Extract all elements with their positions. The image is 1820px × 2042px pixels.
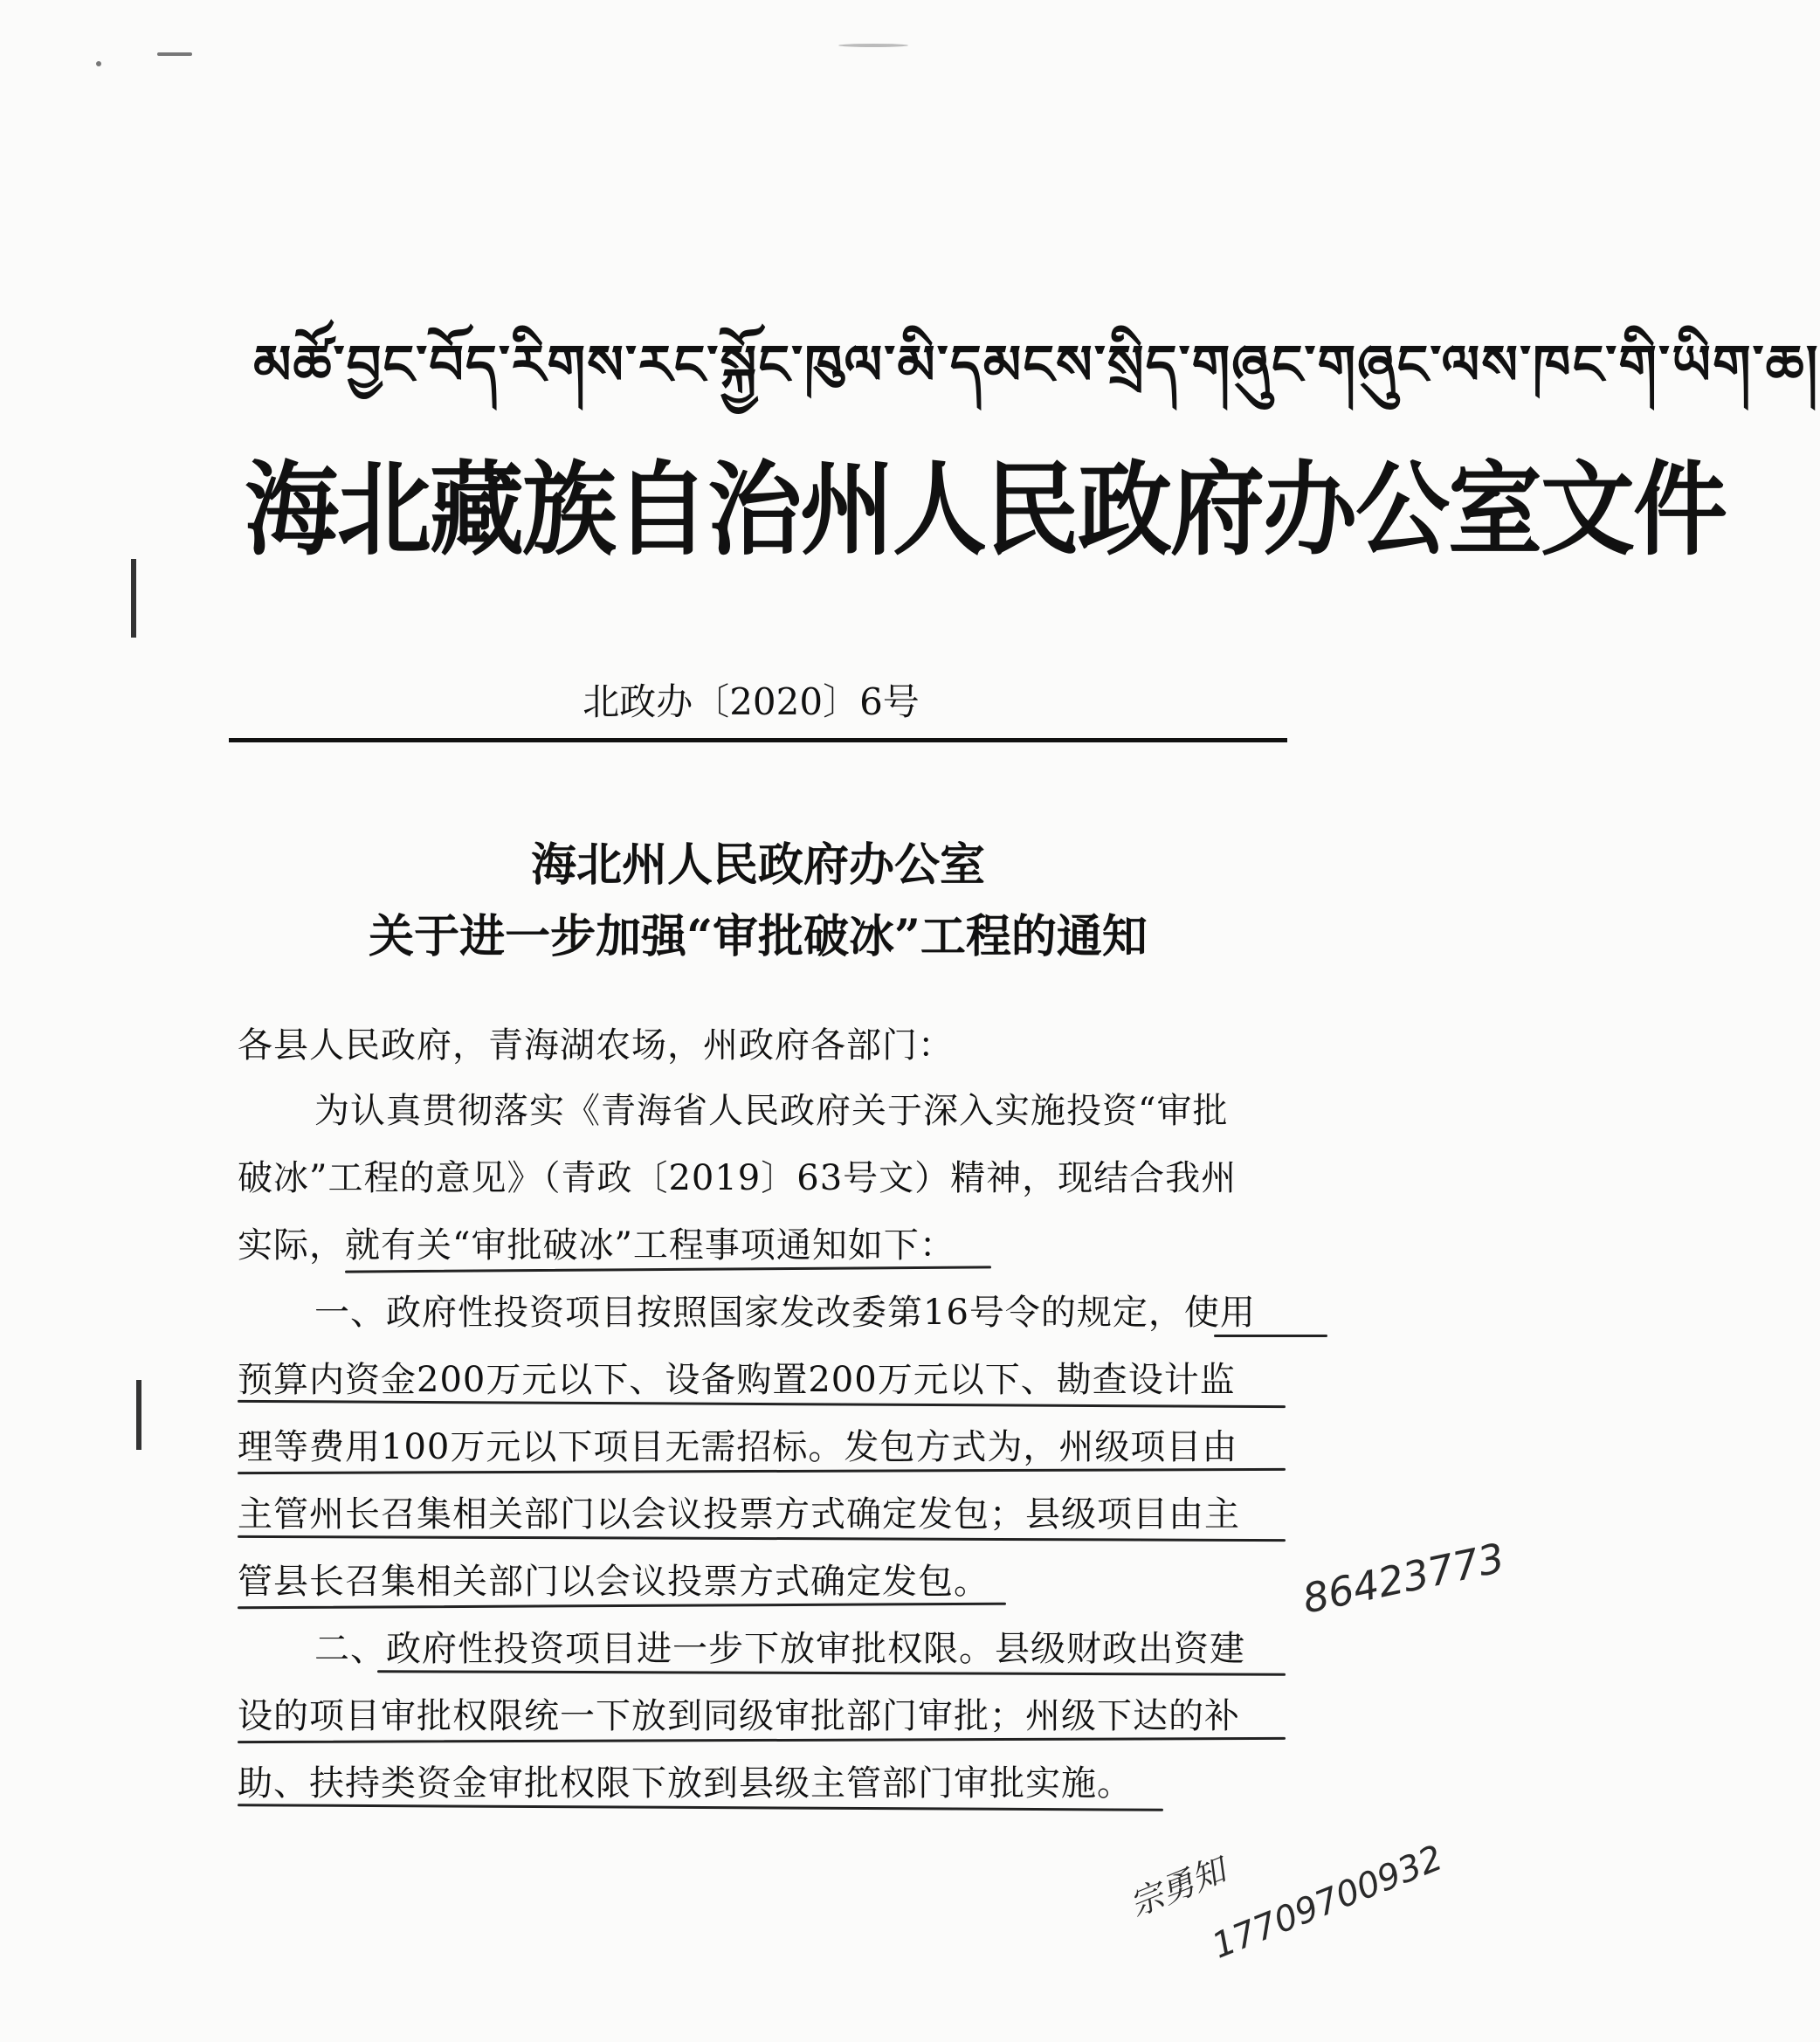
body-line: 管县长召集相关部门以会议投票方式确定发包。 xyxy=(238,1562,989,1602)
body-line: 助、扶持类资金审批权限下放到县级主管部门审批实施。 xyxy=(238,1763,1133,1804)
margin-mark xyxy=(136,1380,141,1450)
body-line: 为认真贯彻落实《青海省人民政府关于深入实施投资“审批 xyxy=(314,1091,1229,1131)
handwritten-phone: 17709700932 xyxy=(1206,1838,1449,1967)
scan-speck xyxy=(157,52,192,56)
notice-title-line1: 海北州人民政府办公室 xyxy=(530,838,985,892)
body-line: 设的项目审批权限统一下放到同级审批部门审批；州级下达的补 xyxy=(238,1696,1240,1736)
body-line: 破冰”工程的意见》（青政〔2019〕63号文）精神，现结合我州 xyxy=(238,1158,1237,1198)
scan-speck xyxy=(96,61,101,66)
body-line: 二、政府性投资项目进一步下放审批权限。县级财政出资建 xyxy=(314,1629,1245,1669)
notice-title-line2: 关于进一步加强“审批破冰”工程的通知 xyxy=(369,910,1148,963)
document-number: 北政办〔2020〕6号 xyxy=(583,680,920,723)
issuing-organization-title: 海北藏族自治州人民政府办公室文件 xyxy=(245,451,1727,569)
handwritten-number: 86423773 xyxy=(1298,1534,1509,1623)
scan-speck xyxy=(838,44,908,47)
handwritten-underline xyxy=(1214,1335,1327,1337)
addressee: 各县人民政府，青海湖农场，州政府各部门： xyxy=(238,1025,954,1066)
margin-mark xyxy=(131,559,136,638)
handwritten-signature: 宗勇知 xyxy=(1124,1850,1231,1924)
body-line: 主管州长召集相关部门以会议投票方式确定发包；县级项目由主 xyxy=(238,1494,1240,1535)
body-line: 实际，就有关“审批破冰”工程事项通知如下： xyxy=(238,1225,955,1266)
tibetan-title: མཚོ་བྱང་བོད་རིགས་རང་སྐྱོང་ཁུལ་མི་དམངས་སྲིད་གཞུང་གཞུང་ལས་ཁང་གི་ཡིག་ཆ། xyxy=(253,333,1820,397)
header-divider xyxy=(229,738,1287,742)
body-line: 预算内资金200万元以下、设备购置200万元以下、勘查设计监 xyxy=(238,1360,1236,1400)
body-line: 一、政府性投资项目按照国家发改委第16号令的规定，使用 xyxy=(314,1293,1256,1333)
body-line: 理等费用100万元以下项目无需招标。发包方式为，州级项目由 xyxy=(238,1427,1238,1467)
